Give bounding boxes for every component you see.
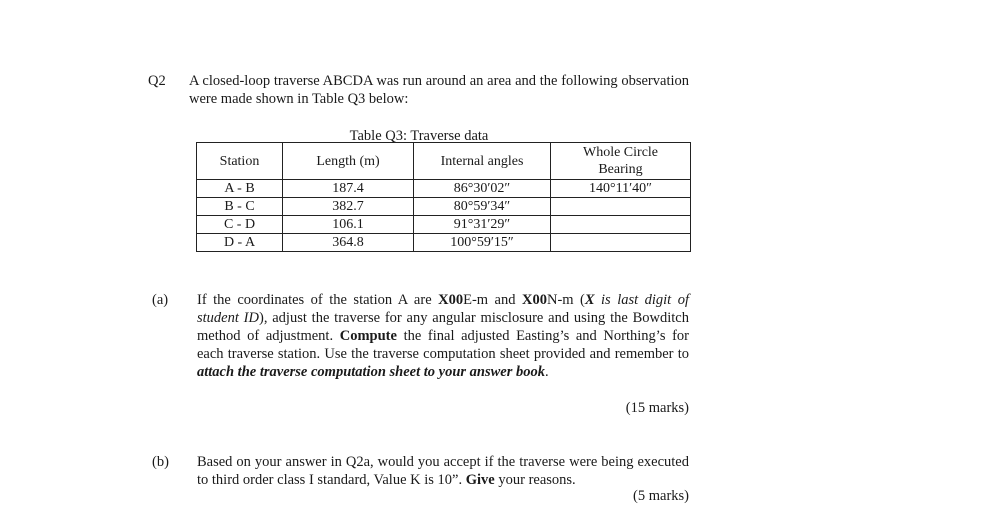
part-b-label: (b): [152, 454, 169, 470]
part-a-student-id-note: is last digit of student ID: [197, 292, 689, 326]
header-station: Station: [197, 143, 283, 180]
part-b-text: [197, 453, 689, 489]
cell-internal-angle: 91°31′29″: [414, 216, 551, 234]
cell-station: D - A: [197, 234, 283, 252]
part-a-x00-northing: X00: [521, 292, 547, 308]
cell-bearing: [551, 198, 691, 216]
table-caption: Table Q3: Traverse data: [349, 128, 489, 144]
part-b-text-3: your reasons.: [494, 472, 576, 488]
header-whole-circle-bearing-text: Whole Circle Bearing: [582, 145, 659, 177]
cell-internal-angle: 86°30′02″: [414, 180, 551, 198]
header-internal-angles: Internal angles: [414, 143, 551, 180]
cell-length: 106.1: [283, 216, 414, 234]
cell-bearing: [551, 216, 691, 234]
cell-internal-angle: 80°59′34″: [414, 198, 551, 216]
question-text: A closed-loop traverse ABCDA was run around an area and the following observation were made shown in Table Q3 below:: [189, 73, 689, 107]
part-b-text-1: Based on your answer in Q2a, would you accept if the traverse were being executed to third order class I standard, Value K is 10”.: [197, 454, 689, 488]
part-a-text-10: the final adjusted Easting’s and Northing’s for each traverse station. Use the traverse computation sheet provided and remember to: [197, 328, 689, 362]
header-length: Length (m): [283, 143, 414, 180]
part-a-compute-keyword: Compute: [339, 328, 397, 344]
part-a-attach-instruction: attach the traverse computation sheet to your answer book: [197, 364, 546, 380]
question-number: Q2: [148, 73, 166, 89]
cell-station: B - C: [197, 198, 283, 216]
table-row: [197, 198, 691, 216]
cell-bearing: 140°11′40″: [551, 180, 691, 198]
part-a-label: (a): [152, 292, 169, 308]
part-a-text-5: N-m (: [546, 292, 585, 308]
part-a-marks: (15 marks): [625, 400, 689, 416]
cell-station: A - B: [197, 180, 283, 198]
part-a-text-3: E-m and: [463, 292, 522, 308]
cell-internal-angle: 100°59′15″: [414, 234, 551, 252]
part-a-text: [197, 291, 689, 381]
cell-bearing: [551, 234, 691, 252]
part-a-x-variable: X: [584, 292, 595, 308]
part-a-x00-easting: X00: [438, 292, 464, 308]
table-row: [197, 216, 691, 234]
part-a-text-12: .: [545, 364, 549, 380]
header-whole-circle-bearing: [551, 143, 691, 180]
table-header-row: [197, 143, 691, 180]
cell-length: 364.8: [283, 234, 414, 252]
table-row: [197, 234, 691, 252]
part-b-give-keyword: Give: [465, 472, 495, 488]
cell-length: 382.7: [283, 198, 414, 216]
cell-length: 187.4: [283, 180, 414, 198]
part-a-text-8: ), adjust the traverse for any angular misclosure and using the Bowditch method of adjustment.: [197, 310, 689, 344]
cell-station: C - D: [197, 216, 283, 234]
part-a-text-1: If the coordinates of the station A are: [197, 292, 439, 308]
part-b-marks: (5 marks): [633, 488, 689, 504]
traverse-data-table: [196, 142, 691, 252]
table-row: [197, 180, 691, 198]
